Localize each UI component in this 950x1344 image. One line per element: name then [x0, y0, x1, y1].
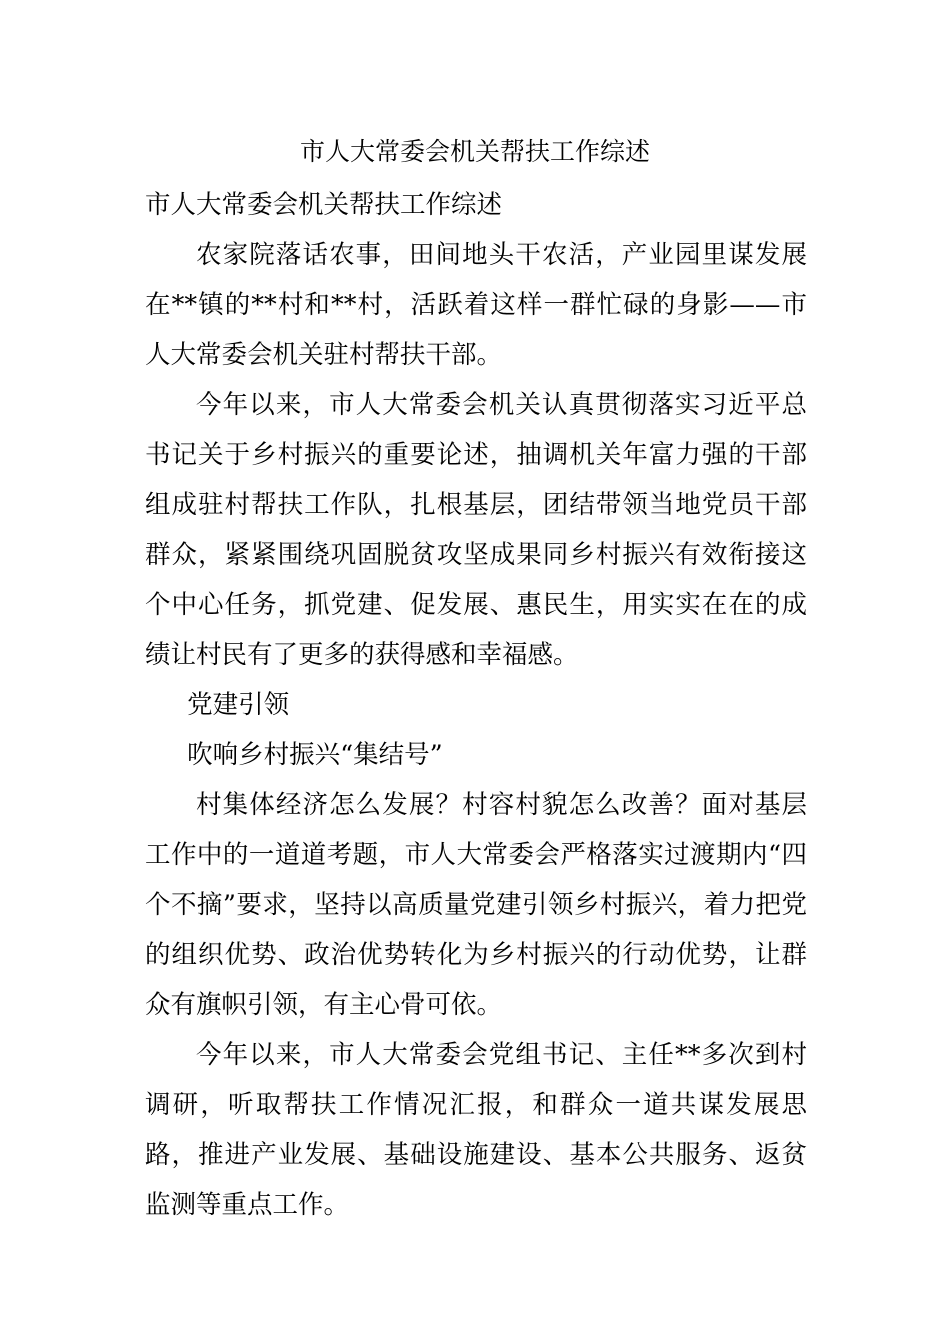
- paragraph-party-building: 村集体经济怎么发展？村容村貌怎么改善？面对基层工作中的一道道考题，市人大常委会严格落实过渡期内“四个不摘”要求，坚持以高质量党建引领乡村振兴，着力把党的组织优势、政治优势转化为乡村振兴的行动优势，让群众有旗帜引领，有主心骨可依。: [145, 790, 807, 1020]
- paragraph-overview: 今年以来，市人大常委会机关认真贯彻落实习近平总书记关于乡村振兴的重要论述，抽调机关年富力强的干部组成驻村帮扶工作队，扎根基层，团结带领当地党员干部群众，紧紧围绕巩固脱贫攻坚成果同乡村振兴有效衔接这个中心任务，抓党建、促发展、惠民生，用实实在在的成绩让村民有了更多的获得感和幸福感。: [145, 390, 807, 670]
- document-subtitle: 市人大常委会机关帮扶工作综述: [145, 190, 503, 220]
- document-body: [145, 180, 807, 1230]
- document-title: 市人大常委会机关帮扶工作综述: [299, 137, 650, 166]
- section-heading: 党建引领: [187, 690, 290, 720]
- paragraph-leadership: 今年以来，市人大常委会党组书记、主任**多次到村调研，听取帮扶工作情况汇报，和群众一道共谋发展思路，推进产业发展、基础设施建设、基本公共服务、返贫监测等重点工作。: [145, 1040, 807, 1220]
- section-subheading: 吹响乡村振兴“集结号”: [187, 740, 443, 770]
- paragraph-intro: 农家院落话农事，田间地头干农活，产业园里谋发展在**镇的**村和**村，活跃着这样一群忙碌的身影——市人大常委会机关驻村帮扶干部。: [145, 240, 807, 370]
